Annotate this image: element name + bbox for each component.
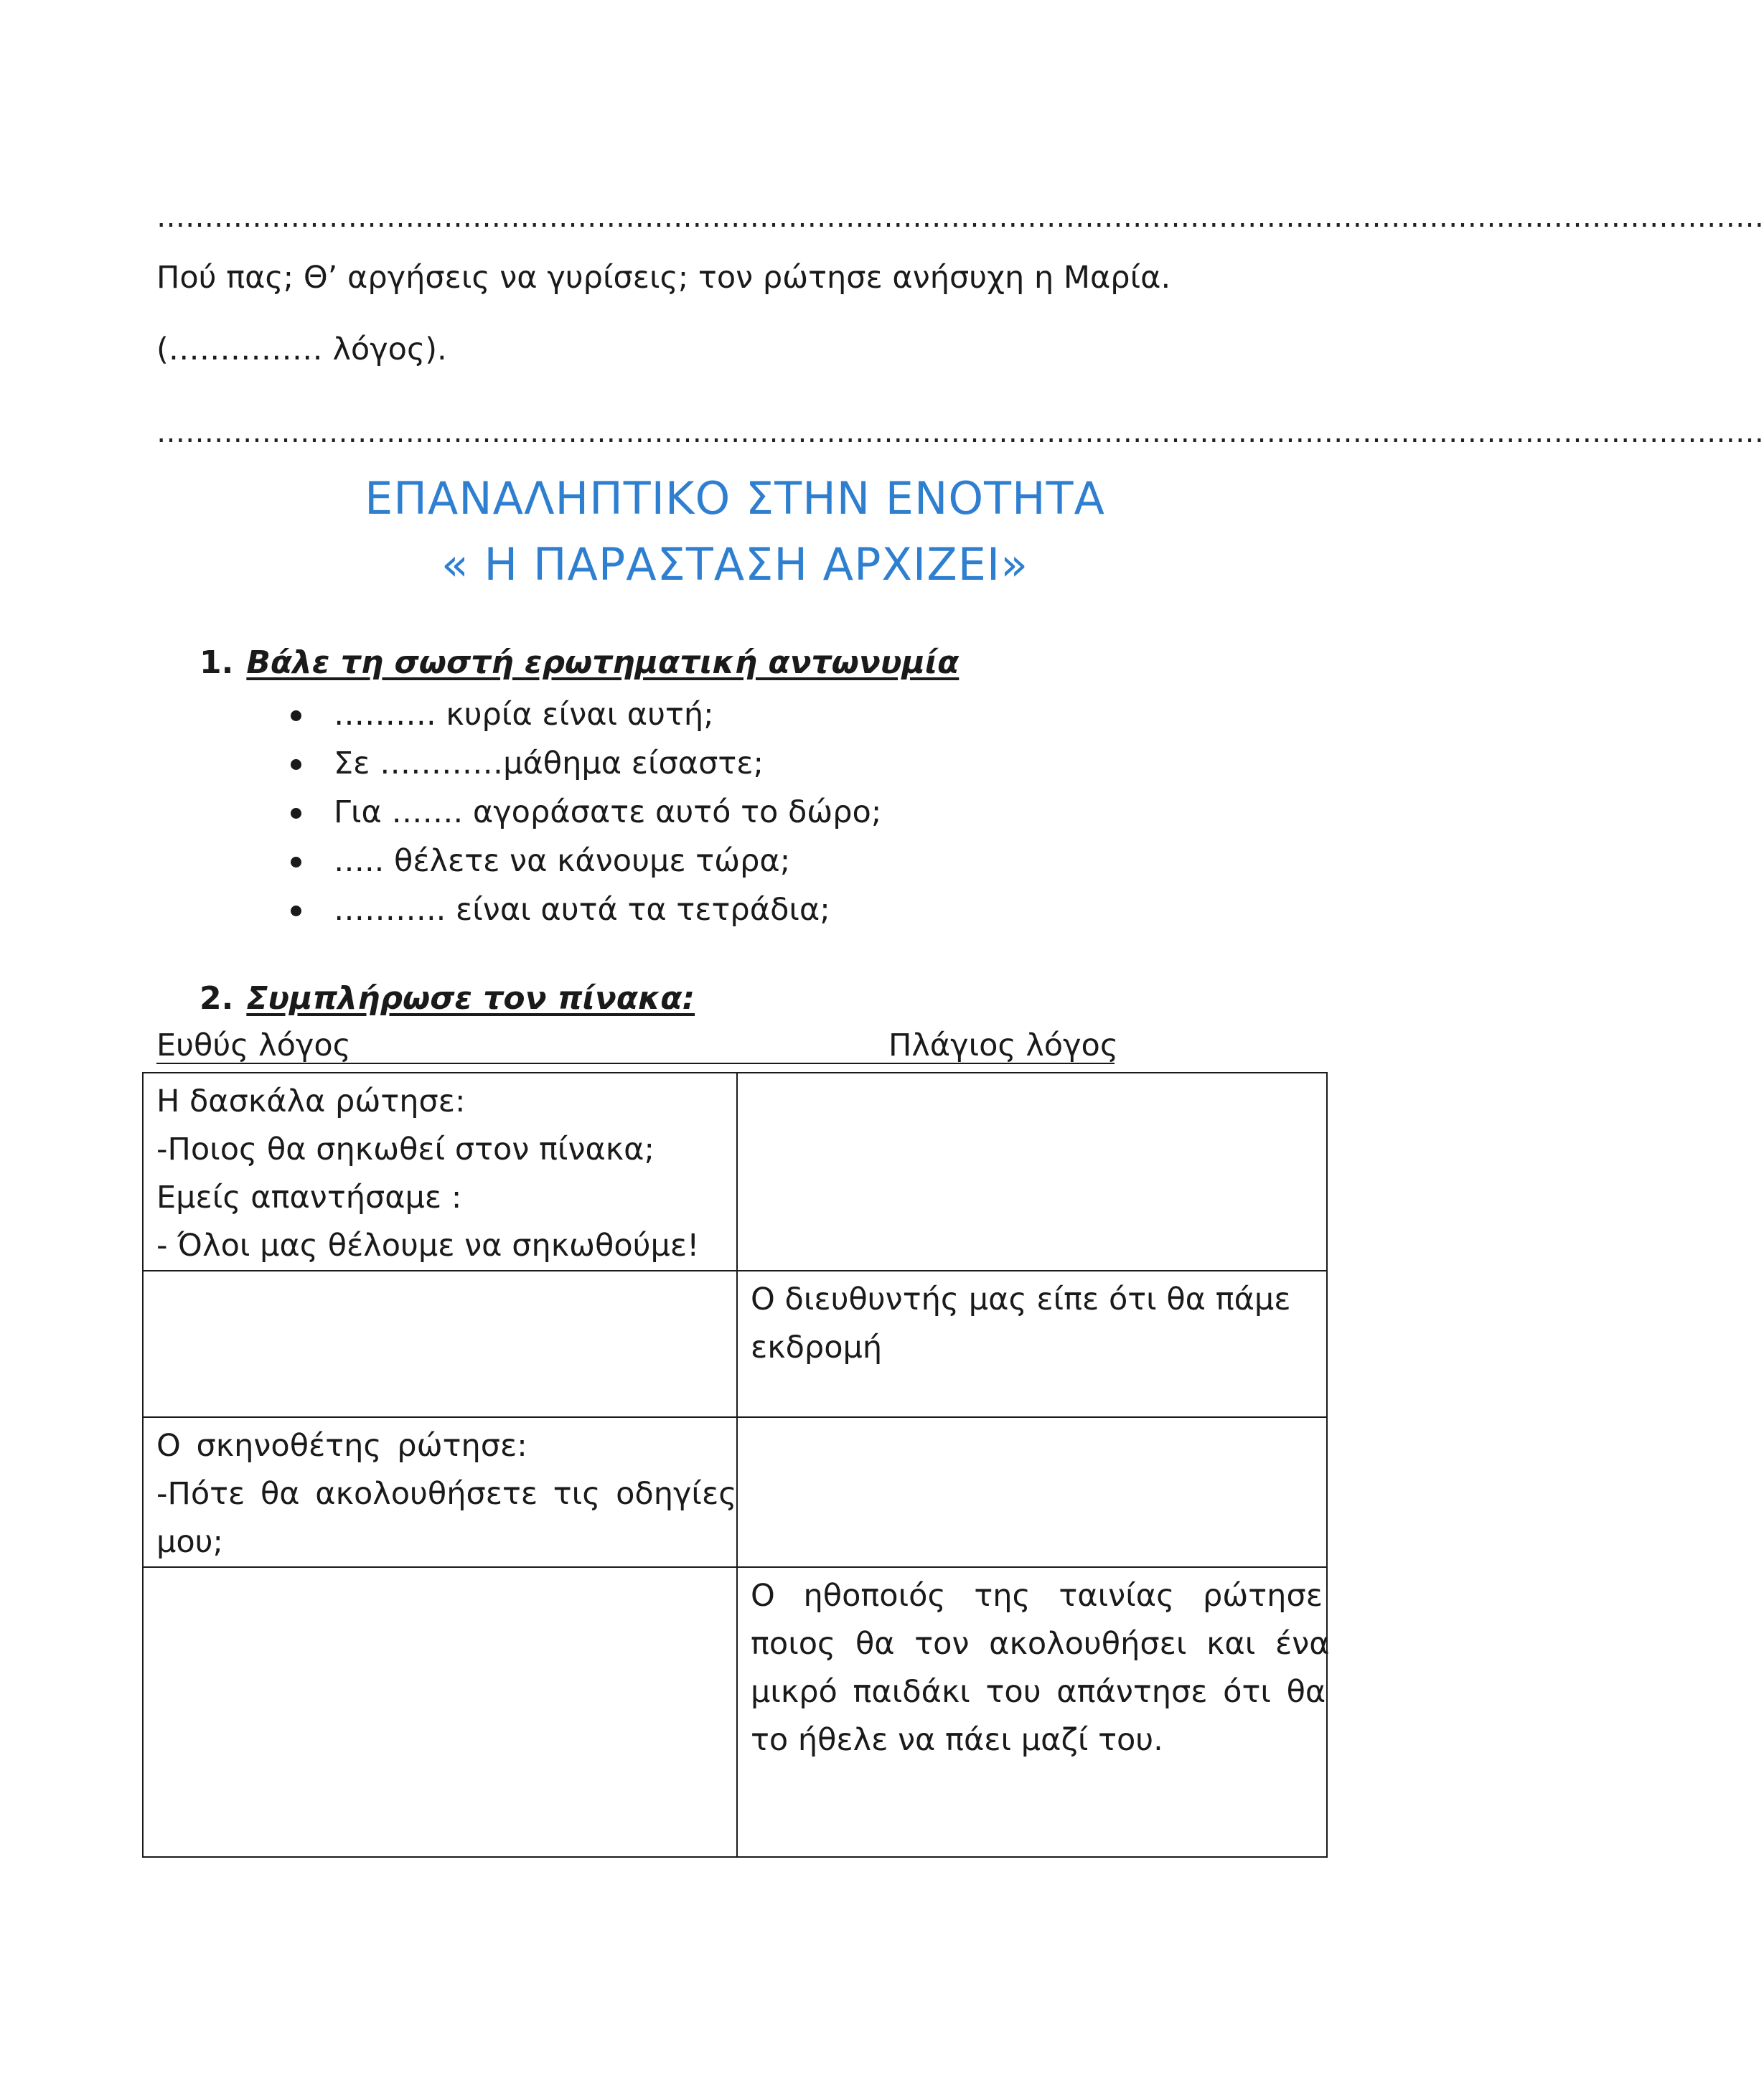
exercise-2-heading [200, 980, 695, 1017]
list-item: Σε …………μάθημα είσαστε; [291, 739, 881, 788]
table-cell-direct-answer[interactable] [143, 1567, 737, 1857]
exercise-1-list [291, 690, 881, 934]
bullet-icon [291, 857, 301, 868]
quoted-sentence: Πού πας; Θ’ αργήσεις να γυρίσεις; τον ρώτησε ανήσυχη η Μαρία. [156, 260, 1171, 296]
exercise-1-heading [200, 644, 959, 681]
exercise-number: 2. [200, 980, 234, 1017]
speech-type-prompt: (…………… λόγος). [156, 332, 447, 367]
list-item: ……….. είναι αυτά τα τετράδια; [291, 885, 881, 934]
table-cell-indirect: Ο διευθυντής μας είπε ότι θα πάμε εκδρομή [737, 1271, 1327, 1417]
list-item: ………. κυρία είναι αυτή; [291, 690, 881, 739]
list-item: Για ……. αγοράσατε αυτό το δώρο; [291, 788, 881, 837]
page-title-line-1: ΕΠΑΝΑΛΗΠΤΙΚΟ ΣΤΗΝ ΕΝΟΤΗΤΑ [365, 472, 1105, 525]
speech-conversion-table [142, 1072, 1328, 1858]
column-header-underline [156, 1063, 1115, 1064]
table-cell-direct: Ο σκηνοθέτης ρώτησε: -Πότε θα ακολουθήσετε τις οδηγίες μου; [143, 1417, 737, 1567]
table-cell-indirect: Ο ηθοποιός της ταινίας ρώτησε ποιος θα τον ακολουθήσει και ένα μικρό παιδάκι του απάντησε ότι θα το ήθελε να πάει μαζί του. [737, 1567, 1327, 1857]
table-row [143, 1567, 1327, 1857]
table-cell-indirect-answer[interactable] [737, 1417, 1327, 1567]
table-cell-direct-answer[interactable] [143, 1271, 737, 1417]
column-header-indirect-speech: Πλάγιος λόγος [888, 1028, 1119, 1063]
table-cell-direct: Η δασκάλα ρώτησε: -Ποιος θα σηκωθεί στον πίνακα; Εμείς απαντήσαμε : - Όλοι μας θέλουμε να σηκωθούμε! [143, 1073, 737, 1271]
exercise-number: 1. [200, 644, 234, 681]
table-row [143, 1271, 1327, 1417]
column-header-direct-speech: Ευθύς λόγος [156, 1028, 351, 1063]
table-row [143, 1417, 1327, 1567]
dotted-answer-line: …………………………………………………………………………………………………………………………………………………… [156, 201, 1764, 234]
list-item: ….. θέλετε να κάνουμε τώρα; [291, 837, 881, 885]
exercise-title: Συμπλήρωσε τον πίνακα: [246, 980, 695, 1017]
bullet-icon [291, 808, 301, 819]
page-title-line-2: « Η ΠΑΡΑΣΤΑΣΗ ΑΡΧΙΖΕΙ» [441, 538, 1029, 591]
table-cell-indirect-answer[interactable] [737, 1073, 1327, 1271]
bullet-icon [291, 710, 301, 721]
dotted-answer-line: …………………………………………………………………………………………………………………………………………………… [156, 416, 1764, 449]
exercise-title: Βάλε τη σωστή ερωτηματική αντωνυμία [246, 644, 960, 681]
table-row [143, 1073, 1327, 1271]
bullet-icon [291, 759, 301, 770]
bullet-icon [291, 906, 301, 916]
